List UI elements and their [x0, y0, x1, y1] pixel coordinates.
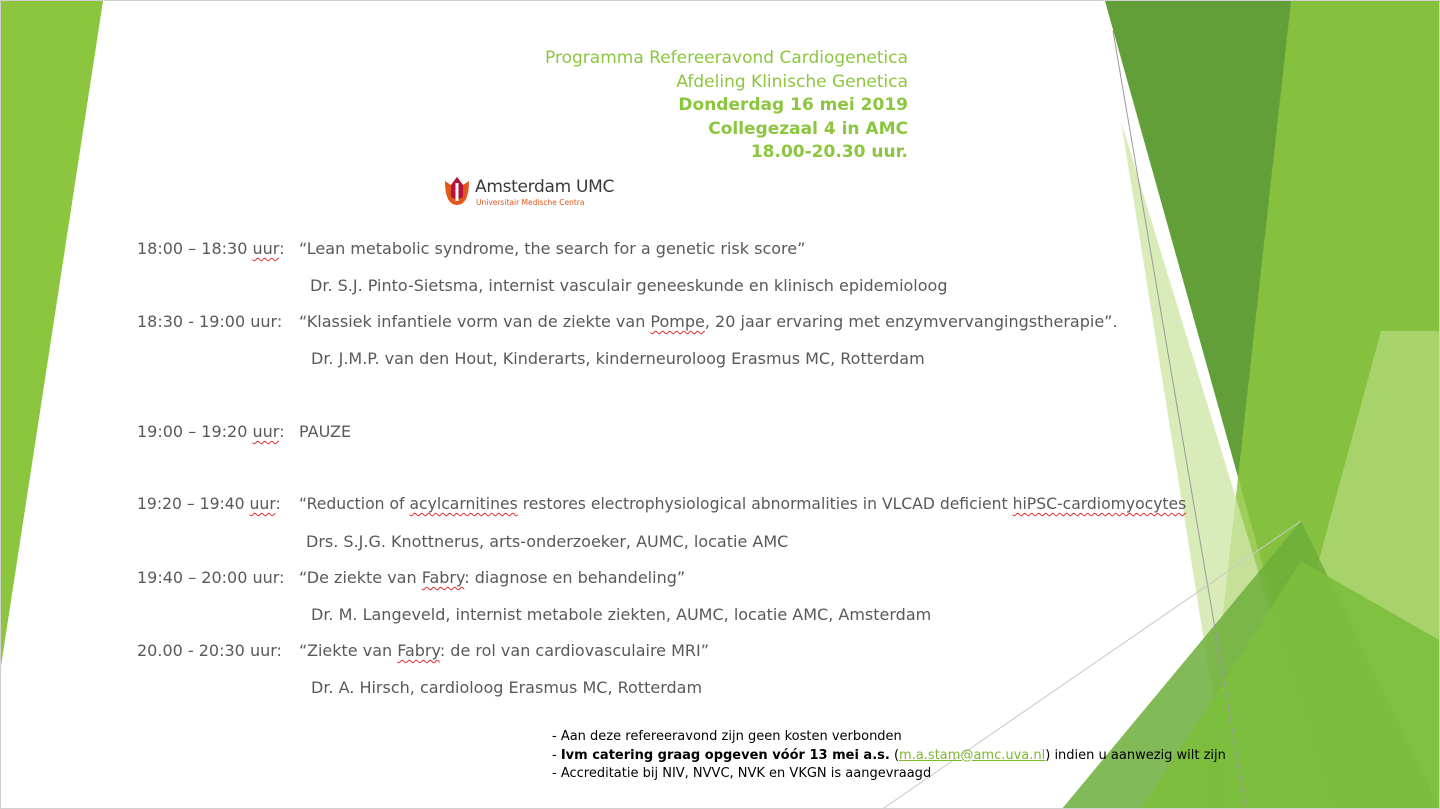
schedule-title: “Ziekte van Fabry: de rol van cardiovasculaire MRI”	[299, 641, 710, 660]
note-costs: - Aan deze refereeravond zijn geen kosten verbonden	[552, 729, 902, 744]
email-link[interactable]: m.a.stam@amc.uva.nl	[899, 747, 1046, 763]
schedule-speaker: Dr. A. Hirsch, cardioloog Erasmus MC, Rotterdam	[311, 678, 703, 697]
schedule-speaker: Dr. S.J. Pinto-Sietsma, internist vasculair geneeskunde en klinisch epidemioloog	[310, 276, 948, 295]
schedule-title: “De ziekte van Fabry: diagnose en behandeling”	[299, 568, 686, 587]
schedule-time: 19:40 – 20:00 uur:	[137, 568, 285, 587]
amsterdam-umc-logo	[444, 173, 634, 209]
footer-notes	[552, 728, 1226, 784]
schedule-time: 19:00 – 19:20 uur:	[137, 422, 285, 441]
header-date: Donderdag 16 mei 2019	[678, 95, 908, 115]
schedule-speaker: Dr. J.M.P. van den Hout, Kinderarts, kinderneuroloog Erasmus MC, Rotterdam	[311, 349, 925, 368]
header-location: Collegezaal 4 in AMC	[708, 118, 908, 139]
logo-subtitle: Universitair Medische Centra	[476, 198, 585, 207]
tulip-logo-icon	[444, 173, 470, 207]
note-accreditation: - Accreditatie bij NIV, NVVC, NVK en VKGN is aangevraagd	[552, 766, 932, 781]
header-title: Programma Refereeravond Cardiogenetica	[545, 48, 908, 68]
schedule-title: PAUZE	[299, 422, 352, 441]
left-green-triangle	[1, 1, 103, 666]
schedule-time: 18:00 – 18:30 uur:	[137, 239, 285, 258]
schedule-title: “Reduction of acylcarnitines restores electrophysiological abnormalities in VLCAD deficient hiPSC-cardiomyocytes	[299, 495, 1187, 513]
note-catering: - Ivm catering graag opgeven vóór 13 mei a.s. (m.a.stam@amc.uva.nl) indien u aanwezig wilt zijn	[552, 747, 1226, 763]
header-department: Afdeling Klinische Genetica	[676, 71, 908, 92]
program-header	[545, 47, 908, 165]
schedule-title: “Lean metabolic syndrome, the search for a genetic risk score”	[299, 239, 806, 258]
schedule-time: 18:30 - 19:00 uur:	[137, 312, 283, 331]
schedule-title: “Klassiek infantiele vorm van de ziekte van Pompe, 20 jaar ervaring met enzymvervangingstherapie”.	[299, 312, 1118, 331]
schedule-time: 19:20 – 19:40 uur:	[137, 495, 281, 513]
schedule-speaker: Dr. M. Langeveld, internist metabole ziekten, AUMC, locatie AMC, Amsterdam	[311, 605, 932, 624]
header-time: 18.00-20.30 uur.	[750, 142, 908, 162]
schedule-speaker: Drs. S.J.G. Knottnerus, arts-onderzoeker, AUMC, locatie AMC	[306, 532, 789, 551]
logo-name: Amsterdam UMC	[475, 177, 615, 197]
schedule-time: 20.00 - 20:30 uur:	[137, 641, 282, 660]
